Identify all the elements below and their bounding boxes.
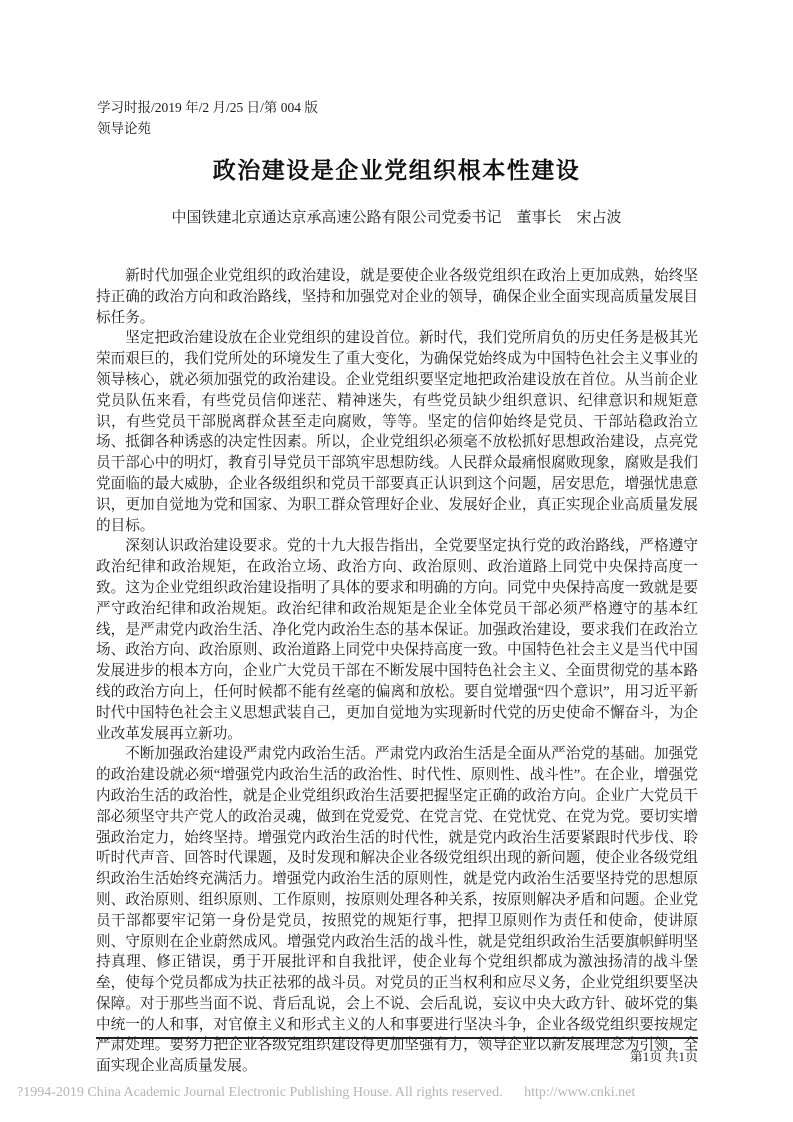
- copyright-watermark: [17, 1085, 777, 1101]
- article-byline: 中国铁建北京通达京承高速公路有限公司党委书记 董事长 宋占波: [171, 210, 622, 226]
- source-line: 学习时报/2019 年/2 月/25 日/第 004 版: [97, 100, 318, 115]
- article-body: [96, 266, 698, 1077]
- page-number: 第1页 共1页: [629, 1049, 698, 1064]
- watermark-copyright-text: ?1994-2019 China Academic Journal Electronic Publishing House. All rights reserved.: [17, 1085, 503, 1100]
- paragraph: 不断加强政治建设严肃党内政治生活。严肃党内政治生活是全面从严治党的基础。加强党的政治建设就必须“增强党内政治生活的政治性、时代性、原则性、战斗性”。在企业，增强党内政治生活的政治性，就是企业党组织政治生活要把握坚定正确的政治方向。企业广大党员干部必须坚守共产党人的政治灵魂，做到在党爱党、在党言党、在党忧党、在党为党。要切实增强政治定力，始终坚持。增强党内政治生活的时代性，就是党内政治生活要紧跟时代步伐、聆听时代声音、回答时代课题，及时发现和解决企业各级党组织出现的新问题，使企业各级党组织政治生活始终充满活力。增强党内政治生活的原则性，就是党内政治生活要坚持党的思想原则、政治原则、组织原则、工作原则，按原则处理各种关系，按原则解决矛盾和问题。企业党员干部都要牢记第一身份是党员，按照党的规矩行事，把捍卫原则作为责任和使命，使讲原则、守原则在企业蔚然成风。增强党内政治生活的战斗性，就是党组织政治生活要旗帜鲜明坚持真理、修正错误，勇于开展批评和自我批评，使企业每个党组织都成为激浊扬清的战斗堡垒，使每个党员都成为扶正祛邪的战斗员。对党员的正当权利和应尽义务，企业党组织要坚决保障。对于那些当面不说、背后乱说，会上不说、会后乱说，妄议中央大政方针、破坏党的集中统一的人和事，对官僚主义和形式主义的人和事要进行坚决斗争，企业各级党组织要按规定严肃处理。要努力把企业各级党组织建设得更加坚强有力，领导企业以新发展理念为引领，全面实现企业高质量发展。: [96, 746, 698, 1075]
- footer-divider: [96, 1037, 698, 1039]
- paragraph: 坚定把政治建设放在企业党组织的建设首位。新时代，我们党所肩负的历史任务是极其光荣而艰巨的，我们党所处的环境发生了重大变化，为确保党始终成为中国特色社会主义事业的领导核心，就必须加强党的政治建设。企业党组织要坚定地把政治建设放在首位。从当前企业党员队伍来看，有些党员信仰迷茫、精神迷失，有些党员缺少组织意识、纪律意识和规矩意识，有些党员干部脱离群众甚至走向腐败，等等。坚定的信仰始终是党员、干部站稳政治立场、抵御各种诱惑的决定性因素。所以，企业党组织必须毫不放松抓好思想政治建设，点亮党员干部心中的明灯，教育引导党员干部筑牢思想防线。人民群众最痛恨腐败现象，腐败是我们党面临的最大威胁，企业各级组织和党员干部要真正认识到这个问题，居安思危，增强忧患意识，更加自觉地为党和国家、为职工群众管理好企业、发展好企业，真正实现企业高质量发展的目标。: [96, 330, 698, 534]
- paragraph: 深刻认识政治建设要求。党的十九大报告指出，全党要坚定执行党的政治路线，严格遵守政治纪律和政治规矩，在政治立场、政治方向、政治原则、政治道路上同党中央保持高度一致。这为企业党组织政治建设指明了具体的要求和明确的方向。同党中央保持高度一致就是要严守政治纪律和政治规矩。政治纪律和政治规矩是企业全体党员干部必须严格遵守的基本红线，是严肃党内政治生活、净化党内政治生态的基本保证。加强政治建设，要求我们在政治立场、政治方向、政治原则、政治道路上同党中央保持高度一致。中国特色社会主义是当代中国发展进步的根本方向，企业广大党员干部在不断发展中国特色社会主义、全面贯彻党的基本路线的政治方向上，任何时候都不能有丝毫的偏离和放松。要自觉增强“四个意识”，用习近平新时代中国特色社会主义思想武装自己，更加自觉地为实现新时代党的历史使命不懈奋斗，为企业改革发展再立新功。: [96, 538, 698, 742]
- column-line: 领导论苑: [97, 121, 151, 136]
- watermark-url: http://www.cnki.net: [524, 1085, 636, 1100]
- document-header: [97, 97, 698, 139]
- paragraph: 新时代加强企业党组织的政治建设，就是要使企业各级党组织在政治上更加成熟，始终坚持正确的政治方向和政治路线，坚持和加强党对企业的领导，确保企业全面实现高质量发展目标任务。: [96, 268, 698, 326]
- article-title: 政治建设是企业党组织根本性建设: [212, 158, 581, 183]
